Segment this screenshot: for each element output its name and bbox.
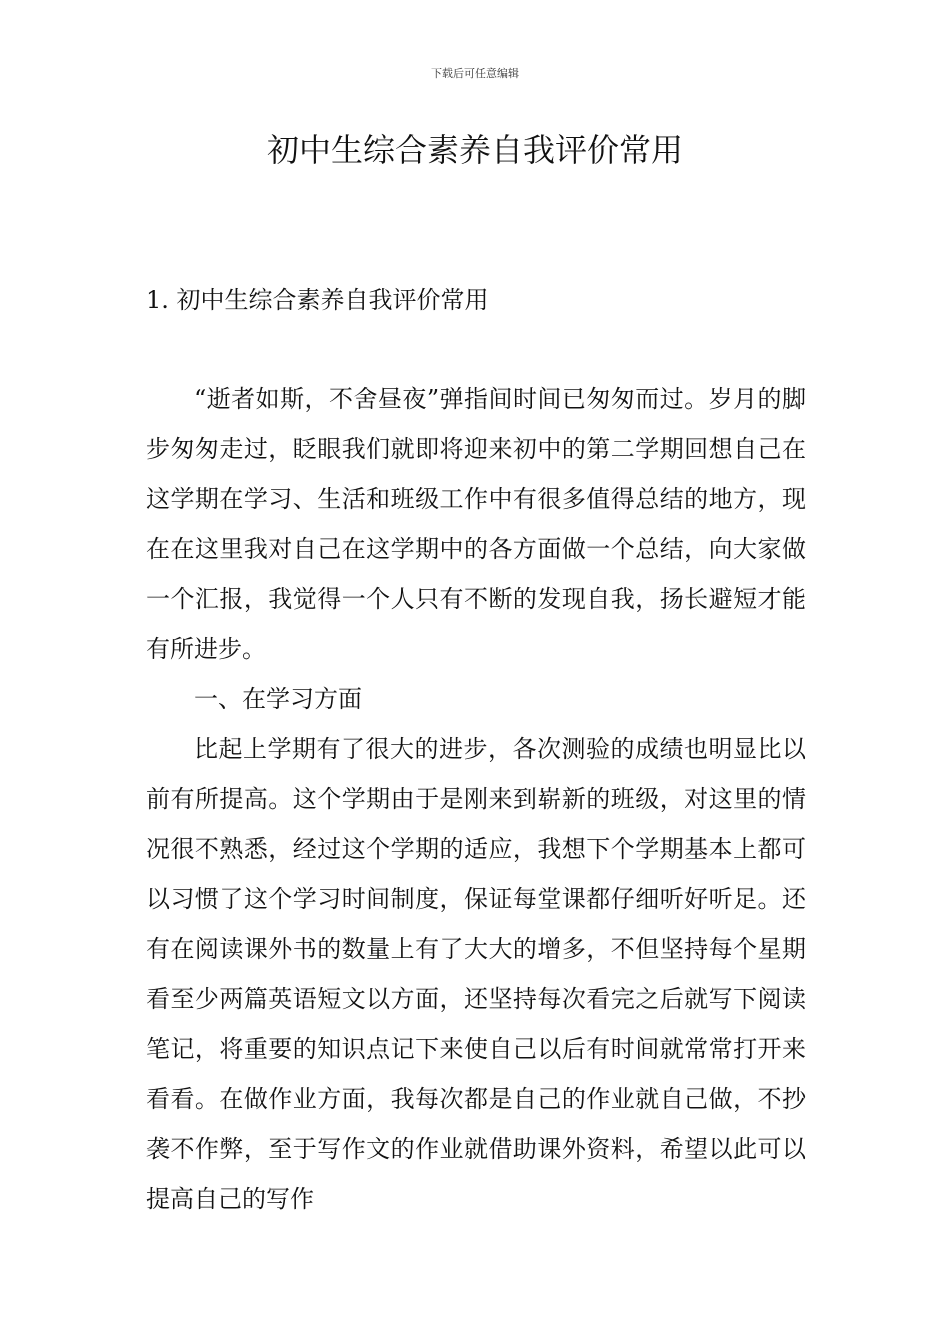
subheading-study: 一、在学习方面	[194, 685, 362, 713]
document-body	[146, 374, 806, 1224]
header-note: 下载后可任意编辑	[431, 67, 519, 80]
paragraph-study: 比起上学期有了很大的进步，各次测验的成绩也明显比以前有所提高。这个学期由于是刚来到崭新的班级，对这里的情况很不熟悉，经过这个学期的适应，我想下个学期基本上都可以习惯了这个学习时间制度，保证每堂课都仔细听好听足。还有在阅读课外书的数量上有了大大的增多，不但坚持每个星期看至少两篇英语短文以方面，还坚持每次看完之后就写下阅读笔记，将重要的知识点记下来使自己以后有时间就常常打开来看看。在做作业方面，我每次都是自己的作业就自己做，不抄袭不作弊，至于写作文的作业就借助课外资料，希望以此可以提高自己的写作	[146, 735, 806, 1213]
document-title: 初中生综合素养自我评价常用	[266, 131, 683, 169]
paragraph-intro: “逝者如斯，不舍昼夜”弹指间时间已匆匆而过。岁月的脚步匆匆走过，眨眼我们就即将迎来初中的第二学期回想自己在这学期在学习、生活和班级工作中有很多值得总结的地方，现在在这里我对自己在这学期中的各方面做一个总结，向大家做一个汇报，我觉得一个人只有不断的发现自我，扬长避短才能有所进步。	[146, 385, 806, 663]
section-heading: 1. 初中生综合素养自我评价常用	[146, 286, 489, 314]
